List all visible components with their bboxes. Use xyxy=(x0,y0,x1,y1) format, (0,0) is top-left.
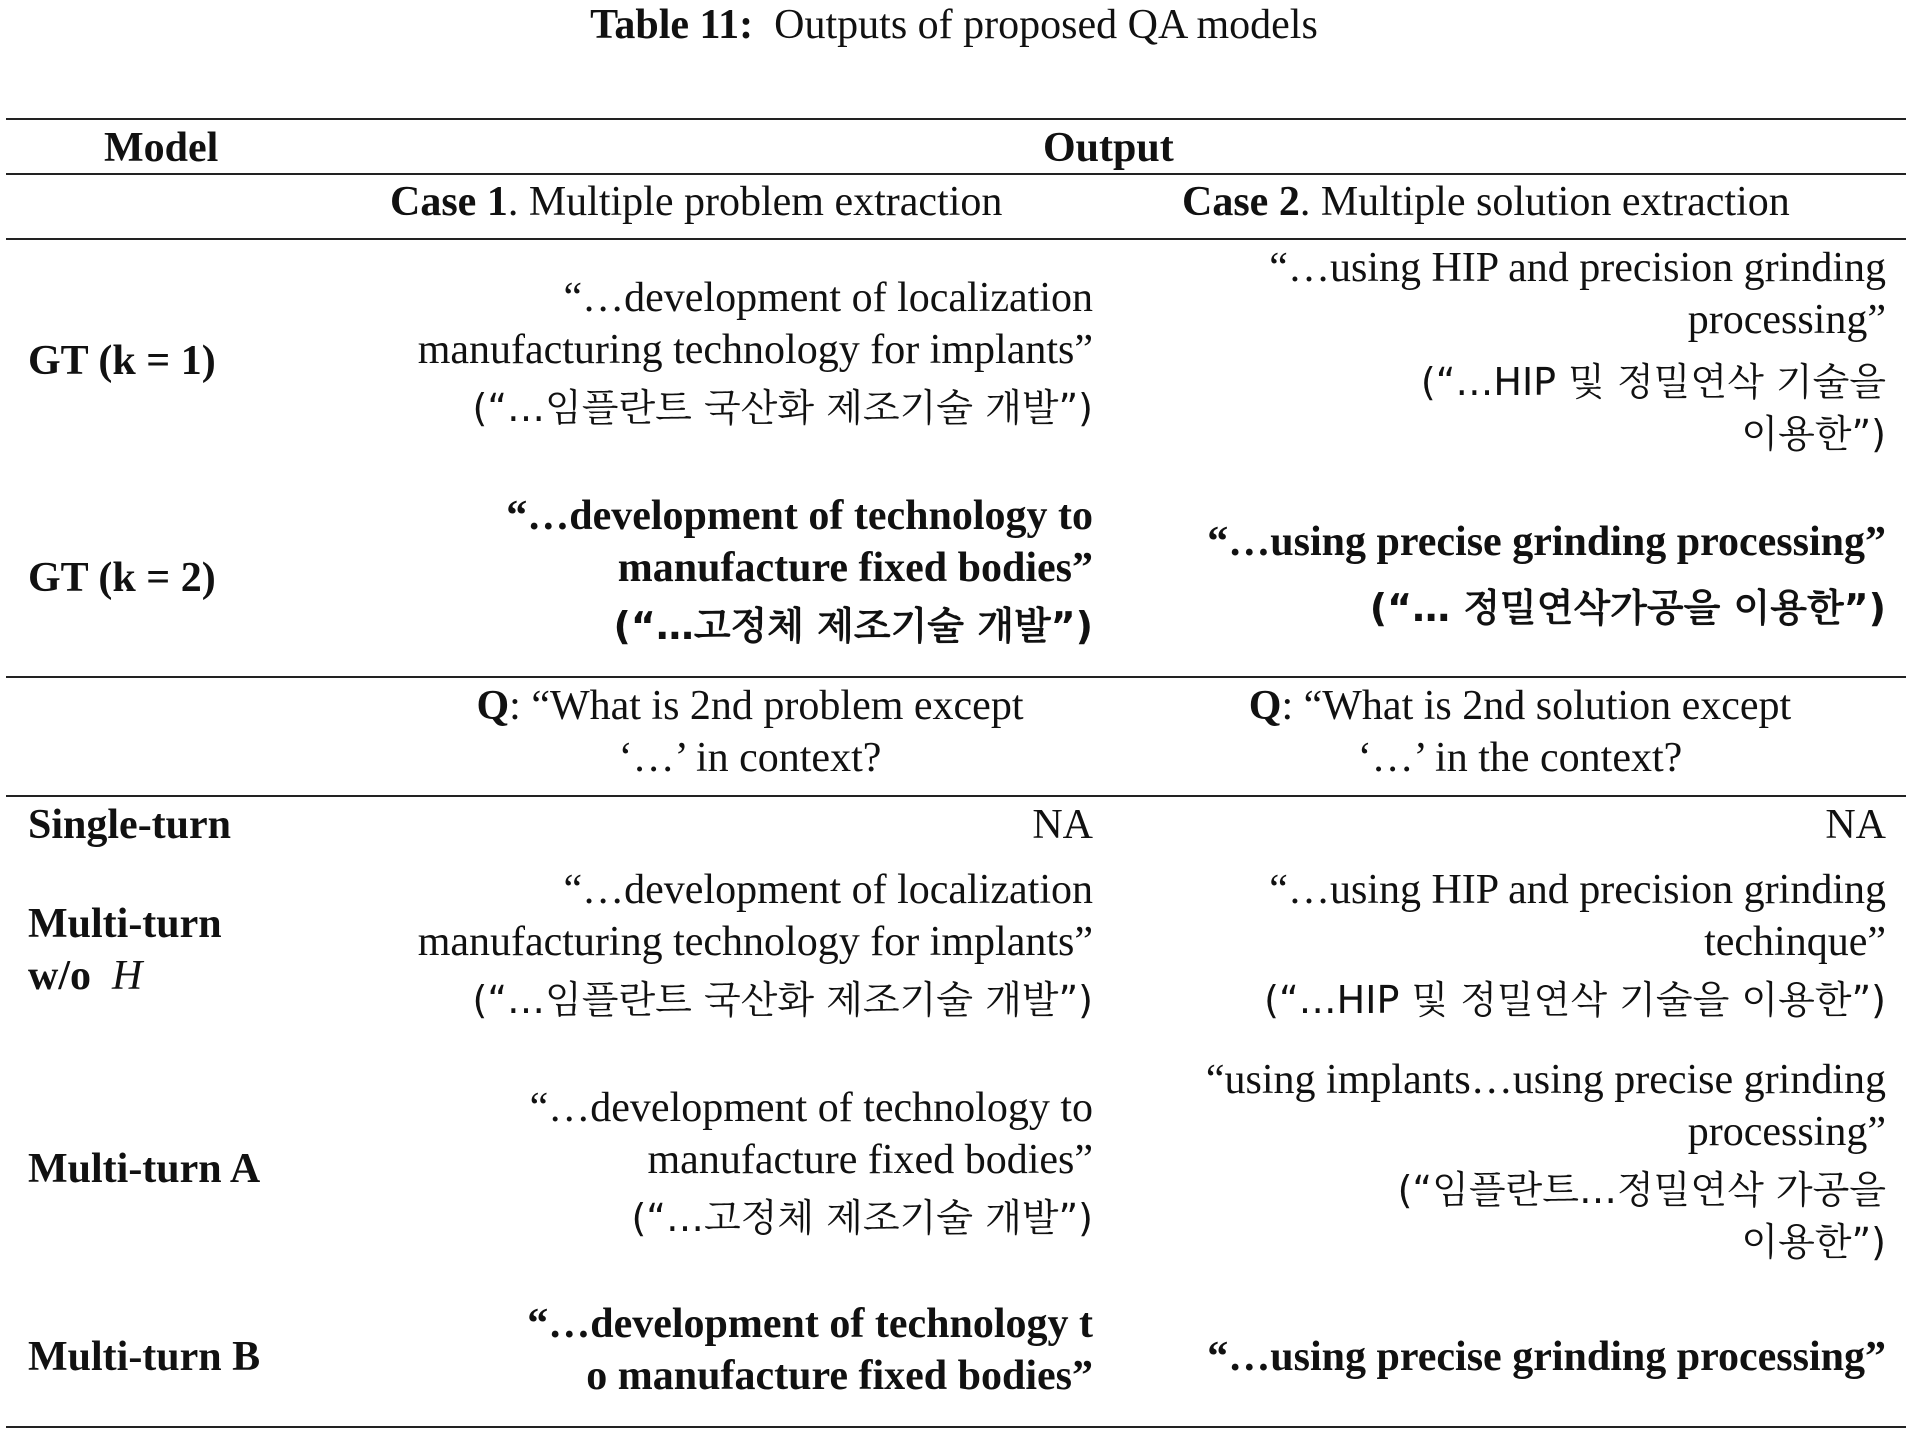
case1-label: Case 1 xyxy=(390,179,508,225)
multi-b-case2: “…using precise grinding processing” xyxy=(1207,1334,1886,1380)
case1-text: . Multiple problem extraction xyxy=(507,179,1003,225)
single-case2: NA xyxy=(1825,802,1886,848)
row-label-gt2: GT (k = 2) xyxy=(28,555,216,601)
header-model: Model xyxy=(104,125,219,171)
row-label-gt1: GT (k = 1) xyxy=(28,338,216,384)
multi-a-c1-line2: manufacture fixed bodies” xyxy=(647,1137,1093,1183)
multi-wo-c1-line1: “…development of localization xyxy=(563,867,1093,913)
multi-b-c1-line2: o manufacture fixed bodies” xyxy=(586,1353,1093,1399)
case2-text: . Multiple solution extraction xyxy=(1299,179,1790,225)
multi-wo-c2-line1: “…using HIP and precision grinding xyxy=(1269,867,1886,913)
multi-a-case1 xyxy=(530,1082,1093,1244)
case2-label: Case 2 xyxy=(1182,179,1300,225)
question-case2 xyxy=(1150,680,1890,784)
q1-line2: ‘…’ in context? xyxy=(618,735,882,781)
question-case1 xyxy=(380,680,1120,784)
table-caption xyxy=(0,0,1908,50)
header-case2 xyxy=(1182,176,1790,228)
multi-b-c1-line1: “…development of technology t xyxy=(527,1301,1093,1347)
gt2-c1-korean: (“…고정체 제조기술 개발”) xyxy=(613,604,1093,648)
caption-label: Table 11: xyxy=(590,2,754,48)
multi-a-c2-line1: “using implants…using precise grinding xyxy=(1205,1057,1886,1103)
question-rule xyxy=(6,795,1906,797)
caption-text: Outputs of proposed QA models xyxy=(774,2,1318,48)
gt2-case2 xyxy=(1207,516,1886,634)
multi-a-c1-line1: “…development of technology to xyxy=(529,1085,1093,1131)
multi-a-c2-line2: processing” xyxy=(1687,1109,1886,1155)
gt1-c1-korean: (“…임플란트 국산화 제조기술 개발”) xyxy=(472,386,1093,430)
q-label-2: Q xyxy=(1248,683,1282,729)
q2-line2: ‘…’ in the context? xyxy=(1357,735,1683,781)
row-label-single: Single-turn xyxy=(28,802,232,848)
gt2-c1-line2: manufacture fixed bodies” xyxy=(617,545,1093,591)
gt1-case1 xyxy=(418,272,1093,434)
gt1-c1-line1: “…development of localization xyxy=(563,275,1093,321)
gt1-c2-line2: processing” xyxy=(1687,297,1886,343)
gt1-case2 xyxy=(1269,242,1886,460)
q1-line1: : “What is 2nd problem except xyxy=(509,683,1024,729)
multi-wo-case1 xyxy=(418,864,1093,1026)
gt2-c1-line1: “…development of technology to xyxy=(506,493,1093,539)
multi-wo-c2-korean: (“…HIP 및 정밀연삭 기술을 이용한”) xyxy=(1264,978,1886,1022)
header-case1 xyxy=(390,176,1002,228)
multi-wo-c1-line2: manufacturing technology for implants” xyxy=(417,919,1093,965)
row-label-multi-wo xyxy=(28,898,222,1002)
multi-a-c2-korean-1: (“임플란트…정밀연삭 가공을 xyxy=(1397,1168,1886,1212)
row-label-multi-a: Multi-turn A xyxy=(28,1146,261,1192)
gt2-case1 xyxy=(506,490,1093,652)
row-label-multi-b: Multi-turn B xyxy=(28,1334,261,1380)
q2-line1: : “What is 2nd solution except xyxy=(1281,683,1792,729)
gt-rule xyxy=(6,676,1906,678)
gt1-c1-line2: manufacturing technology for implants” xyxy=(417,327,1093,373)
multi-wo-line1: Multi-turn xyxy=(28,901,222,947)
header-output: Output xyxy=(1043,125,1174,171)
header-rule xyxy=(6,173,1906,175)
multi-wo-c1-korean: (“…임플란트 국산화 제조기술 개발”) xyxy=(472,978,1093,1022)
gt1-c2-korean-1: (“…HIP 및 정밀연삭 기술을 xyxy=(1420,360,1886,404)
gt2-c2-korean: (“… 정밀연삭가공을 이용한”) xyxy=(1369,586,1886,630)
multi-b-case1 xyxy=(527,1298,1093,1402)
gt1-c2-korean-2: 이용한”) xyxy=(1741,412,1886,456)
top-rule xyxy=(6,118,1906,120)
multi-a-case2 xyxy=(1206,1054,1886,1268)
multi-wo-h: H xyxy=(112,953,143,999)
single-case1: NA xyxy=(1032,802,1093,848)
gt1-c2-line1: “…using HIP and precision grinding xyxy=(1269,245,1886,291)
q-label-1: Q xyxy=(476,683,510,729)
multi-a-c2-korean-2: 이용한”) xyxy=(1741,1220,1886,1264)
bottom-rule xyxy=(6,1426,1906,1428)
multi-wo-case2 xyxy=(1264,864,1886,1026)
multi-wo-line2: w/o xyxy=(28,953,91,999)
subheader-rule xyxy=(6,238,1906,240)
multi-wo-c2-line2: techinque” xyxy=(1704,919,1886,965)
multi-a-c1-korean: (“…고정체 제조기술 개발”) xyxy=(631,1196,1093,1240)
gt2-c2-line1: “…using precise grinding processing” xyxy=(1207,519,1886,565)
